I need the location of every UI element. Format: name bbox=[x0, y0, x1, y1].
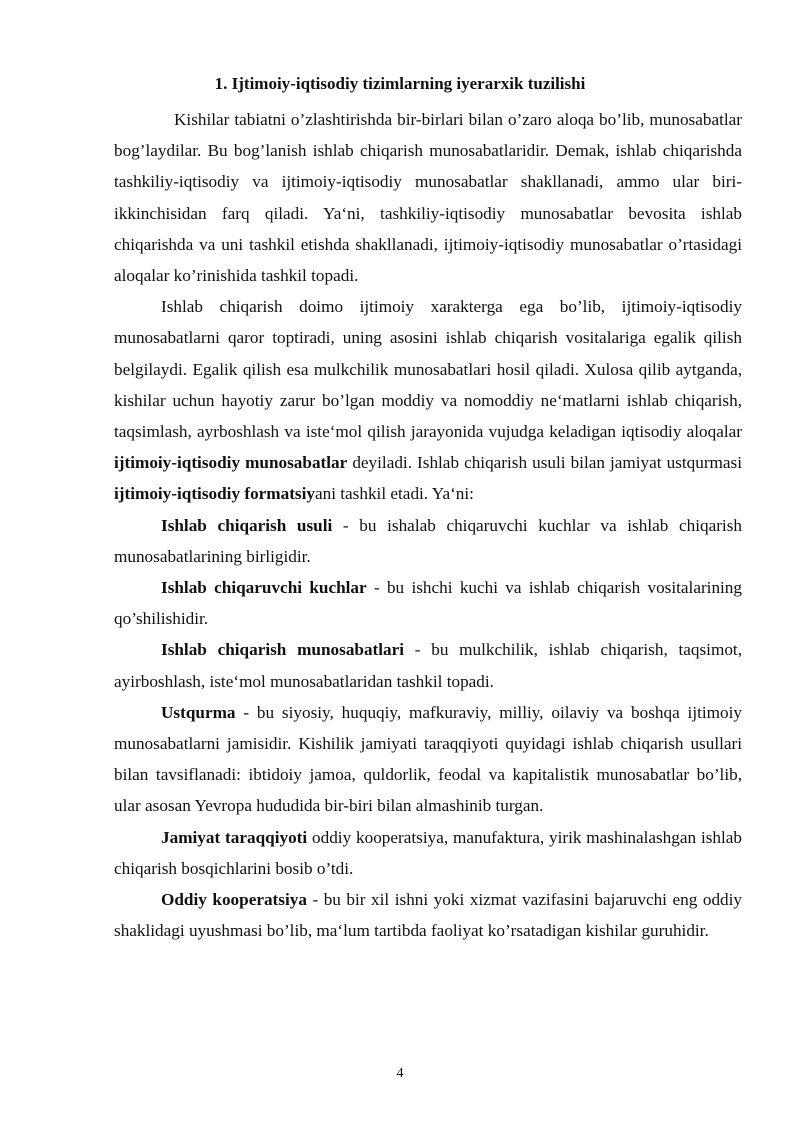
definition-text: - bu ishchi kuchi va ishlab chiqarish vositalarining qo’shilishidir. bbox=[114, 578, 742, 629]
paragraph-2-text-a: Ishlab chiqarish doimo ijtimoiy xarakterga ega bo’lib, ijtimoiy-iqtisodiy munosabatlarni qaror toptiradi, uning asosini ishlab chiqarish vositalariga egalik qilish belgilaydi. Egalik qilish esa mulkchilik munosabatlari hosil qiladi. Xulosa qilib aytganda, kishilar uchun hayotiy zarur bo’lgan moddiy va nomoddiy ne‘matlarni ishlab chiqarish, taqsimlash, ayrboshlash va iste‘mol qilish jarayonida vujudga keladigan iqtisodiy aloqalar bbox=[114, 297, 742, 442]
definition-text: oddiy kooperatsiya, manufaktura, yirik mashinalashgan ishlab chiqarish bosqichlarini bosib o’tdi. bbox=[114, 827, 742, 878]
section-heading: 1. Ijtimoiy-iqtisodiy tizimlarning iyerarxik tuzilishi bbox=[214, 74, 586, 93]
term-oddiy-kooperatsiya: Oddiy kooperatsiya bbox=[161, 890, 307, 910]
definition-text: - bu mulkchilik, ishlab chiqarish, taqsimot, ayirboshlash, iste‘mol munosabatlaridan tashkil topadi. bbox=[114, 640, 742, 691]
term-ijtimoiy-iqtisodiy-formatsiya: ijtimoiy-iqtisodiy formatsiy bbox=[114, 484, 315, 504]
term-ishlab-chiqarish-usuli: Ishlab chiqarish usuli bbox=[161, 515, 333, 535]
page-number: 4 bbox=[396, 1066, 404, 1081]
term-ijtimoiy-iqtisodiy-munosabatlar: ijtimoiy-iqtisodiy munosabatlar bbox=[114, 453, 348, 473]
paragraph-2 bbox=[114, 291, 742, 509]
term-ishlab-chiqaruvchi-kuchlar: Ishlab chiqaruvchi kuchlar bbox=[161, 578, 367, 598]
paragraph-2-text-c: ani tashkil etadi. Ya‘ni: bbox=[314, 484, 474, 504]
term-ishlab-chiqarish-munosabatlari: Ishlab chiqarish munosabatlari bbox=[161, 640, 405, 660]
paragraph-2-text-b: deyiladi. Ishlab chiqarish usuli bilan jamiyat ustqurmasi bbox=[352, 453, 743, 473]
body-text bbox=[114, 104, 742, 946]
paragraph-8 bbox=[114, 884, 742, 946]
paragraph-3 bbox=[114, 510, 742, 572]
paragraph-5 bbox=[114, 634, 742, 696]
paragraph-7 bbox=[114, 822, 742, 884]
paragraph-1: Kishilar tabiatni o’zlashtirishda bir-birlari bilan o’zaro aloqa bo’lib, munosabatlar bog’laydilar. Bu bog’lanish ishlab chiqarish munosabatlaridir. Demak, ishlab chiqarishda tashkiliy-iqtisodiy va ijtimoiy-iqtisodiy munosabatlar shakllanadi, ammo ular biri-ikkinchisidan farq qiladi. Ya‘ni, tashkiliy-iqtisodiy munosabatlar bevosita ishlab chiqarishda va uni tashkil etishda shakllanadi, ijtimoiy-iqtisodiy munosabatlar o’rtasidagi aloqalar ko’rinishida tashkil topadi. bbox=[114, 110, 742, 286]
definition-text: - bu siyosiy, huquqiy, mafkuraviy, milliy, oilaviy va boshqa ijtimoiy munosabatlarni jamisidir. Kishilik jamiyati taraqqiyoti quyidagi ishlab chiqarish usullari bilan tavsiflanadi: ibtidoiy jamoa, quldorlik, feodal va kapitalistik munosabatlar bo’lib, ular asosan Yevropa hududida bir-biri bilan almashinib turgan. bbox=[114, 702, 742, 816]
definition-text: - bu bir xil ishni yoki xizmat vazifasini bajaruvchi eng oddiy shaklidagi uyushmasi bo’lib, ma‘lum tartibda faoliyat ko’rsatadigan kishilar guruhidir. bbox=[114, 890, 742, 941]
paragraph-4 bbox=[114, 572, 742, 634]
term-jamiyat-taraqqiyoti: Jamiyat taraqqiyoti bbox=[161, 827, 308, 847]
paragraph-6 bbox=[114, 697, 742, 822]
definition-text: - bu ishalab chiqaruvchi kuchlar va ishlab chiqarish munosabatlarining birligidir. bbox=[114, 515, 742, 566]
term-ustqurma: Ustqurma bbox=[161, 702, 236, 722]
